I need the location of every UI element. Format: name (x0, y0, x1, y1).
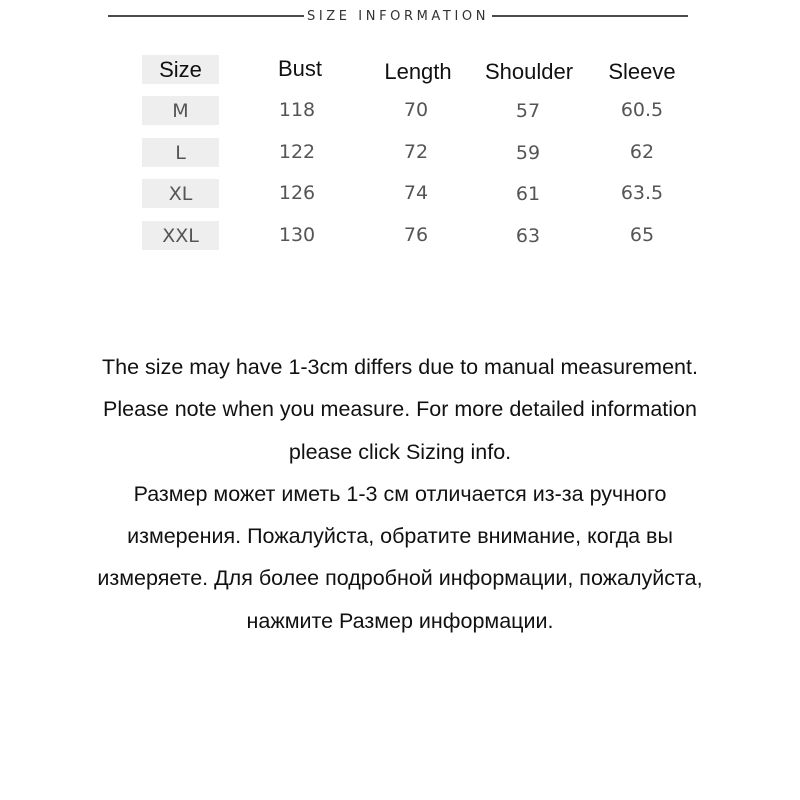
note-line-en: please click Sizing info. (288, 439, 512, 464)
note-line-ru: измеряете. Для более подробной информации, пожалуйста, (97, 566, 703, 591)
cell-bust: 126 (278, 182, 316, 204)
cell-shoulder: 59 (515, 142, 541, 164)
note-line-en: The size may have 1-3cm differs due to manual measurement. (102, 355, 698, 379)
cell-bust: 118 (278, 99, 316, 121)
cell-bust: 130 (278, 224, 316, 246)
cell-shoulder: 63 (515, 225, 541, 247)
cell-length: 72 (403, 141, 429, 163)
cell-length: 74 (403, 182, 429, 204)
cell-sleeve: 63.5 (620, 182, 664, 204)
column-header-sleeve: Sleeve (608, 59, 676, 84)
table-row-size: M (142, 96, 219, 125)
cell-bust: 122 (278, 141, 316, 163)
cell-shoulder: 57 (515, 100, 541, 122)
table-row-size: XXL (142, 221, 219, 250)
cell-shoulder: 61 (515, 183, 541, 205)
cell-sleeve: 62 (629, 141, 655, 163)
column-header-size: Size (142, 55, 219, 84)
cell-length: 76 (403, 224, 429, 246)
cell-sleeve: 60.5 (620, 99, 664, 121)
table-row-size: XL (142, 179, 219, 208)
note-line-en: Please note when you measure. For more detailed information (103, 397, 697, 422)
note-line-ru: измерения. Пожалуйста, обратите внимание, когда вы (127, 524, 673, 549)
size-table (0, 0, 800, 260)
note-line-ru: нажмите Размер информации. (246, 608, 554, 633)
table-row-size: L (142, 138, 219, 167)
cell-length: 70 (403, 99, 429, 121)
section-title: SIZE INFORMATION (306, 8, 490, 24)
note-line-ru: Размер может иметь 1-3 см отличается из-за ручного (133, 481, 667, 506)
measurement-notes (0, 346, 800, 642)
column-header-length: Length (384, 59, 452, 84)
column-header-shoulder: Shoulder (484, 59, 574, 84)
cell-sleeve: 65 (629, 224, 655, 246)
column-header-bust: Bust (277, 56, 323, 81)
